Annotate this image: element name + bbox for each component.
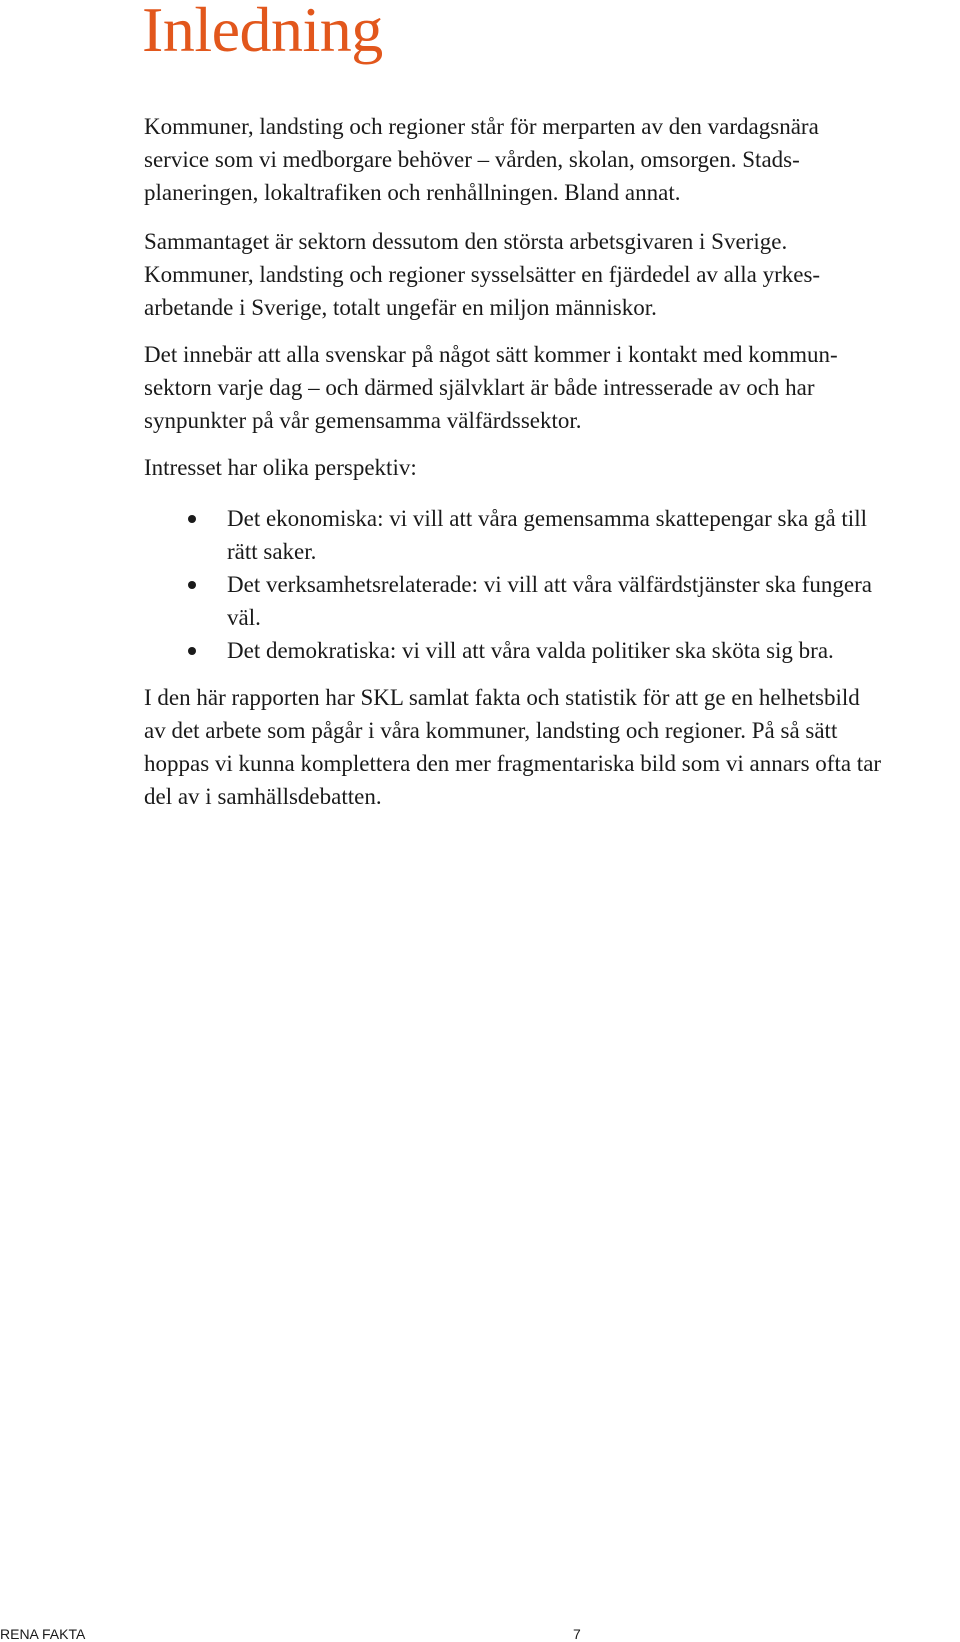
list-item-text: Det verksamhetsrelaterade: vi vill att våra välfärdstjänster ska fungera väl.: [227, 572, 872, 630]
perspectives-list: [144, 502, 956, 667]
bullet-icon: [188, 515, 196, 523]
list-item-text: Det ekonomiska: vi vill att våra gemensamma skattepengar ska gå till rätt saker.: [227, 506, 867, 564]
list-item: [144, 502, 956, 568]
perspectives-intro: Intresset har olika perspektiv:: [144, 455, 417, 480]
list-item: [144, 568, 956, 634]
bullet-icon: [188, 581, 196, 589]
list-item-text: Det demokratiska: vi vill att våra valda politiker ska sköta sig bra.: [227, 638, 834, 663]
report-paragraph: I den här rapporten har SKL samlat fakta och statistik för att ge en helhetsbild av det arbete som pågår i våra kommuner, landsting och regioner. På så sätt hoppas vi kunna komplettera den mer fragmentariska bild som vi annars ofta tar del av i samhällsdebatten.: [144, 685, 882, 809]
body-content: [144, 110, 956, 813]
footer-publication: RENA FAKTA: [0, 1626, 86, 1642]
bullet-icon: [188, 647, 196, 655]
page-number: 7: [573, 1626, 581, 1642]
list-item: [144, 634, 956, 667]
contact-paragraph: Det innebär att alla svenskar på något sätt kommer i kontakt med kommun- sektorn varje dag – och därmed självklart är både intresserade av och har synpunkter på vår gemensamma välfärdssektor.: [144, 342, 838, 433]
page-title: Inledning: [142, 0, 383, 65]
intro-paragraph: Kommuner, landsting och regioner står för merparten av den vardagsnära service som vi medborgare behöver – vården, skolan, omsorgen. Stads- planeringen, lokaltrafiken och renhållningen. Bland annat.: [144, 114, 819, 205]
employer-paragraph: Sammantaget är sektorn dessutom den största arbetsgivaren i Sverige. Kommuner, landsting och regioner sysselsätter en fjärdedel av alla yrkes- arbetande i Sverige, totalt ungefär en miljon människor.: [144, 229, 821, 320]
